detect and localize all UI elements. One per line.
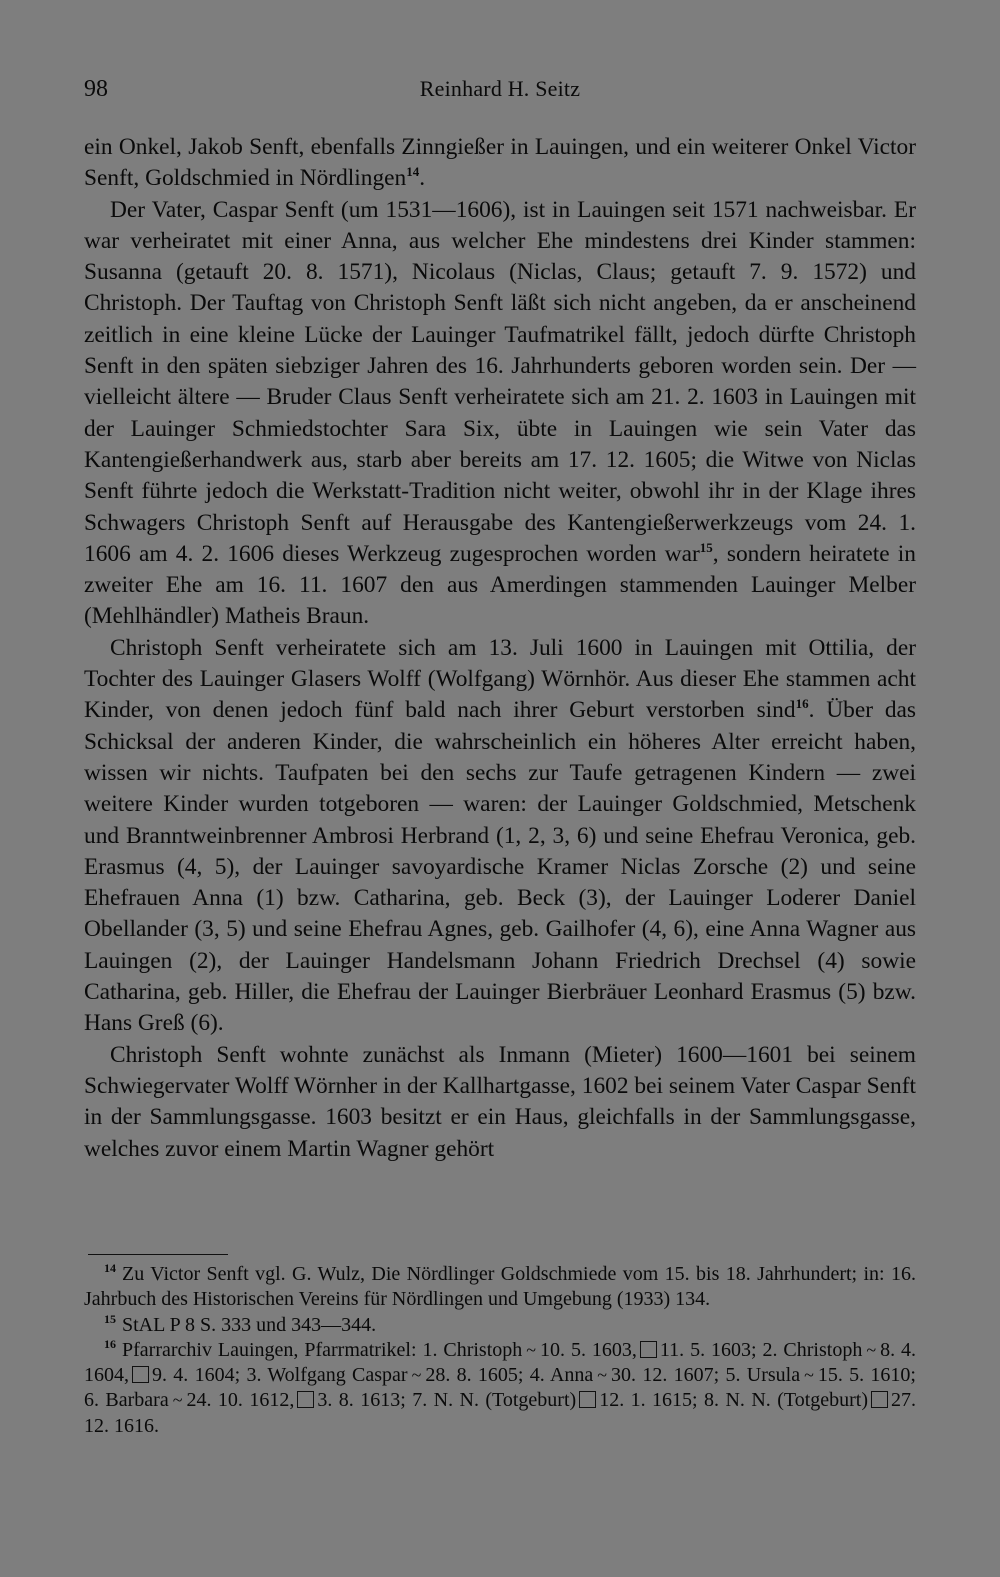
- footnote-mark: 15: [104, 1311, 116, 1326]
- footnote-text: Zu Victor Senft vgl. G. Wulz, Die Nördlinger Goldschmiede vom 15. bis 18. Jahrhundert; in: 16. Jahrbuch des Historischen Vereins für Nördlingen und Umgebung (1933) 134.: [84, 1263, 916, 1311]
- death-box-icon: [871, 1391, 888, 1408]
- footnote-text: 8. 4. 1604,: [84, 1338, 917, 1387]
- footnote-mark: 16: [104, 1337, 116, 1352]
- death-box-icon: [579, 1391, 596, 1408]
- footnote-mark: 14: [104, 1261, 116, 1276]
- baptism-symbol-icon: ~: [866, 1339, 877, 1360]
- footnote-14: [84, 1262, 916, 1313]
- death-box-icon: [132, 1366, 149, 1383]
- footnote-text: 30. 12. 1607; 5. Ursula: [611, 1364, 801, 1387]
- baptism-symbol-icon: ~: [597, 1365, 608, 1386]
- running-head: Reinhard H. Seitz: [419, 76, 581, 101]
- page-header: [84, 76, 916, 112]
- death-box-icon: [297, 1391, 314, 1408]
- page-number: 98: [84, 76, 108, 102]
- footnote-16: [84, 1338, 916, 1439]
- paragraph-text: Christoph Senft wohnte zunächst als Inmann (Mieter) 1600—1601 bei seinem Schwiegervater Wolff Wörnher in der Kallhartgasse, 1602 bei seinem Vater Caspar Senft in der Sammlungsgasse. 1603 besitzt er ein Haus, gleichfalls in der Sammlungsgasse, welches zuvor einem Martin Wagner gehört: [84, 1041, 916, 1162]
- baptism-symbol-icon: ~: [411, 1365, 422, 1386]
- paragraph-4: [84, 1040, 916, 1165]
- paragraph-text: Der Vater, Caspar Senft (um 1531—1606), ist in Lauingen seit 1571 nachweisbar. Er war verheiratet mit einer Anna, aus welcher Ehe mindestens drei Kinder stammen: Susanna (getauft 20. 8. 1571), Nicolaus (Niclas, Claus; getauft 7. 9. 1572) und Christoph. Der Tauftag von Christoph Senft läßt sich nicht angeben, da er anscheinend zeitlich in eine kleine Lücke der Lauinger Taufmatrikel fällt, jedoch dürfte Christoph Senft in den späten siebziger Jahren des 16. Jahrhunderts geboren worden sein. Der — vielleicht ältere — Bruder Claus Senft verheiratete sich am 21. 2. 1603 in Lauingen mit der Lauinger Schmiedstochter Sara Six, übte in Lauingen wie sein Vater das Kantengießerhandwerk aus, starb aber bereits am 17. 12. 1605; die Witwe von Niclas Senft führte jedoch die Werkstatt-Tradition nicht weiter, obwohl ihr in der Klage ihres Schwagers Christoph Senft auf Herausgabe des Kantengießerwerkzeugs vom 24. 1. 1606 am 4. 2. 1606 dieses Werkzeug zugesprochen worden war: [84, 196, 916, 567]
- footnote-text: 10. 5. 1603,: [540, 1338, 637, 1361]
- baptism-symbol-icon: ~: [172, 1390, 183, 1411]
- footnote-text: 24. 10. 1612,: [186, 1389, 295, 1412]
- footnote-text: 28. 8. 1605; 4. Anna: [425, 1364, 594, 1387]
- footnote-text: Pfarrarchiv Lauingen, Pfarrmatrikel: 1. Christoph: [122, 1338, 523, 1361]
- footnote-ref-16[interactable]: 16: [795, 696, 809, 712]
- footnote-text: 9. 4. 1604; 3. Wolfgang Caspar: [152, 1364, 408, 1387]
- death-box-icon: [640, 1341, 657, 1358]
- footnote-15: [84, 1313, 916, 1338]
- footnote-text: 27. 12. 1616.: [84, 1389, 917, 1437]
- paragraph-text: ein Onkel, Jakob Senft, ebenfalls Zinngießer in Lauingen, und ein weiterer Onkel Victor Senft, Goldschmied in Nördlingen: [84, 134, 916, 192]
- paragraph-3: [84, 633, 916, 1040]
- footnote-text: StAL P 8 S. 333 und 343—344.: [122, 1313, 377, 1336]
- body-text: [84, 132, 916, 1165]
- footnote-text: 11. 5. 1603; 2. Christoph: [659, 1338, 863, 1361]
- paragraph-text: .: [419, 165, 426, 192]
- footnote-divider: [88, 1254, 228, 1255]
- footnote-ref-14[interactable]: 14: [406, 164, 420, 180]
- paragraph-text: , sondern heiratete in zweiter Ehe am 16. 11. 1607 den aus Amerdingen stammenden Lauinger Melber (Mehlhändler) Matheis Braun.: [84, 540, 916, 630]
- paragraph-1: [84, 132, 916, 195]
- footnote-text: 15. 5. 1610; 6. Barbara: [84, 1364, 916, 1412]
- paragraph-text: . Über das Schicksal der anderen Kinder, die wahrscheinlich ein höheres Alter erreicht haben, wissen wir nichts. Taufpaten bei den sechs zur Taufe getragenen Kindern — zwei weitere Kinder wurden totgeboren — waren: der Lauinger Goldschmied, Metschenk und Branntweinbrenner Ambrosi Herbrand (1, 2, 3, 6) und seine Ehefrau Veronica, geb. Erasmus (4, 5), der Lauinger savoyardische Kramer Niclas Zorsche (2) und seine Ehefrauen Anna (1) bzw. Catharina, geb. Beck (3), der Lauinger Loderer Daniel Obellander (3, 5) und seine Ehefrau Agnes, geb. Gailhofer (4, 6), eine Anna Wagner aus Lauingen (2), der Lauinger Handelsmann Johann Friedrich Drechsel (4) sowie Catharina, geb. Hiller, die Ehefrau der Lauinger Bierbräuer Leonhard Erasmus (5) bzw. Hans Greß (6).: [84, 697, 917, 1037]
- baptism-symbol-icon: ~: [526, 1339, 537, 1360]
- footnotes: [84, 1262, 916, 1439]
- baptism-symbol-icon: ~: [804, 1365, 814, 1386]
- paragraph-text: Christoph Senft verheiratete sich am 13. Juli 1600 in Lauingen mit Ottilia, der Tochter des Lauinger Glasers Wolff (Wolfgang) Wörnhör. Aus dieser Ehe stammen acht Kinder, von denen jedoch fünf bald nach ihrer Geburt verstorben sind: [84, 634, 916, 724]
- footnote-text: 12. 1. 1615; 8. N. N. (Totgeburt): [599, 1389, 869, 1412]
- footnote-ref-15[interactable]: 15: [699, 540, 713, 556]
- footnote-text: 3. 8. 1613; 7. N. N. (Totgeburt): [317, 1389, 577, 1412]
- paragraph-2: [84, 195, 916, 633]
